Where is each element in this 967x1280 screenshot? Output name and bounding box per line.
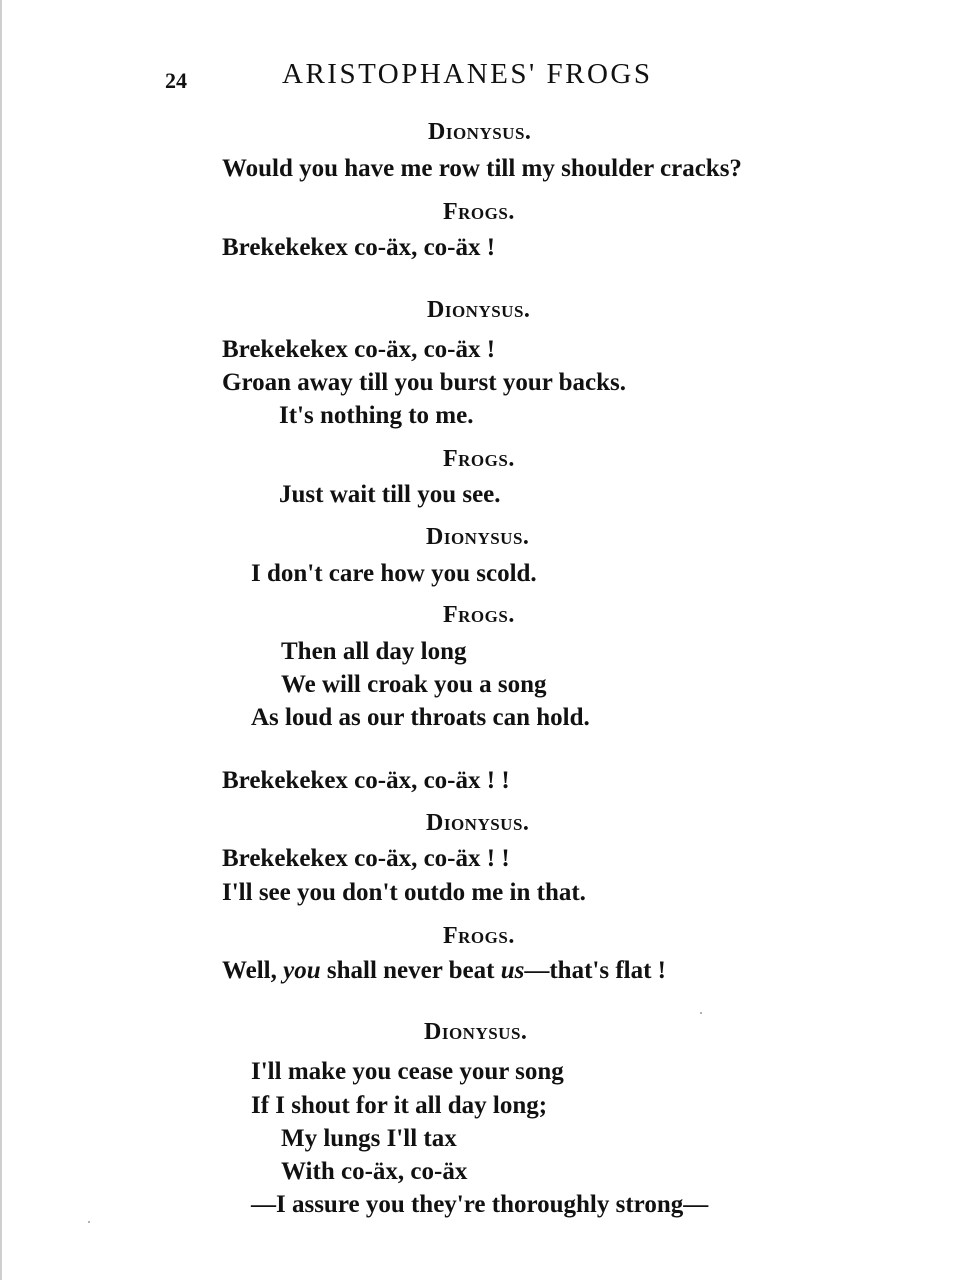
- speaker-frogs: Frogs.: [443, 199, 515, 225]
- verse-line: It's nothing to me.: [279, 402, 474, 429]
- scan-speck: [88, 1221, 90, 1223]
- speaker-dionysus: Dionysus.: [426, 524, 530, 550]
- speaker-frogs: Frogs.: [443, 602, 515, 628]
- speaker-dionysus: Dionysus.: [424, 1019, 528, 1045]
- verse-line: Then all day long: [281, 638, 467, 665]
- speaker-dionysus: Dionysus.: [426, 810, 530, 836]
- verse-line: Groan away till you burst your backs.: [222, 369, 627, 396]
- speaker-frogs: Frogs.: [443, 446, 515, 472]
- verse-line: I'll see you don't outdo me in that.: [222, 879, 586, 906]
- verse-text: —that's flat !: [524, 957, 666, 984]
- verse-line: We will croak you a song: [281, 671, 547, 698]
- emphasis-text: us: [500, 957, 525, 984]
- verse-text: shall never beat: [320, 957, 501, 984]
- speaker-dionysus: Dionysus.: [427, 297, 531, 323]
- speaker-frogs: Frogs.: [443, 923, 515, 949]
- scan-speck: [700, 1012, 702, 1014]
- verse-line: —I assure you they're thoroughly strong—: [251, 1191, 709, 1218]
- verse-line: As loud as our throats can hold.: [251, 704, 590, 731]
- verse-line: Just wait till you see.: [279, 481, 501, 508]
- verse-line: Brekekekex co-äx, co-äx !: [222, 234, 496, 261]
- verse-line: I'll make you cease your song: [251, 1058, 564, 1085]
- page-number: 24: [165, 68, 187, 93]
- verse-line: [222, 958, 666, 983]
- verse-line: Brekekekex co-äx, co-äx ! !: [222, 845, 510, 872]
- verse-line: Would you have me row till my shoulder cracks?: [222, 155, 742, 182]
- emphasis-text: you: [283, 957, 321, 984]
- verse-text: Well,: [222, 957, 284, 984]
- verse-line: Brekekekex co-äx, co-äx !: [222, 336, 496, 363]
- speaker-dionysus: Dionysus.: [428, 119, 532, 145]
- verse-line: With co-äx, co-äx: [281, 1158, 468, 1185]
- page-edge: [0, 0, 2, 1280]
- running-title: ARISTOPHANES' FROGS: [282, 58, 653, 90]
- verse-line: If I shout for it all day long;: [251, 1092, 548, 1119]
- verse-line: Brekekekex co-äx, co-äx ! !: [222, 767, 510, 794]
- verse-line: I don't care how you scold.: [251, 560, 537, 587]
- verse-line: My lungs I'll tax: [281, 1125, 457, 1152]
